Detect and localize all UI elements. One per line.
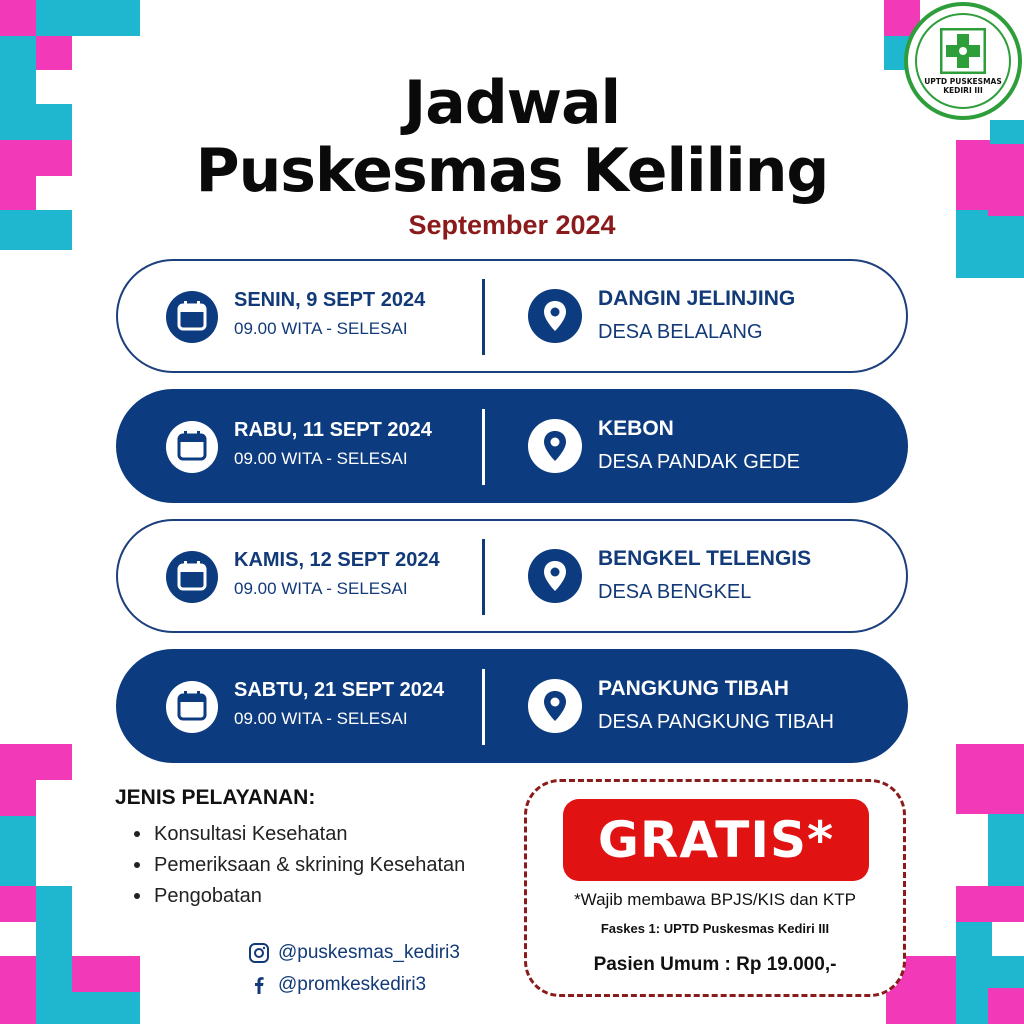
schedule-row-3 <box>116 519 908 633</box>
schedule-time: 09.00 WITA - SELESAI <box>234 319 408 338</box>
logo-text-line2: KEDIRI III <box>943 85 983 95</box>
location-pin-icon <box>528 549 582 603</box>
schedule-date: SENIN, 9 SEPT 2024 <box>234 289 426 311</box>
schedule-village: DESA PANGKUNG TIBAH <box>598 711 834 733</box>
calendar-icon <box>166 551 218 603</box>
schedule-village: DESA BENGKEL <box>598 581 752 603</box>
page-subtitle-month: September 2024 <box>408 210 616 240</box>
schedule-time: 09.00 WITA - SELESAI <box>234 449 408 468</box>
list-item: Pengobatan <box>134 884 465 915</box>
schedule-time: 09.00 WITA - SELESAI <box>234 579 408 598</box>
divider <box>482 409 485 485</box>
schedule-place: PANGKUNG TIBAH <box>598 677 789 700</box>
requirement-note: *Wajib membawa BPJS/KIS dan KTP <box>574 890 856 909</box>
schedule-row-2 <box>116 389 908 503</box>
logo-text-line1: UPTD PUSKESMAS <box>924 76 1002 86</box>
page-title-line1: Jadwal <box>403 68 621 138</box>
calendar-icon <box>166 421 218 473</box>
location-pin-icon <box>528 419 582 473</box>
calendar-icon <box>166 291 218 343</box>
faskes-note: Faskes 1: UPTD Puskesmas Kediri III <box>600 921 830 936</box>
divider <box>482 669 485 745</box>
schedule-row-1 <box>116 259 908 373</box>
instagram-icon <box>248 942 270 964</box>
instagram-handle[interactable] <box>248 942 460 964</box>
location-pin-icon <box>528 679 582 733</box>
facebook-handle[interactable] <box>248 974 426 996</box>
general-patient-price: Pasien Umum : Rp 19.000,- <box>593 954 837 975</box>
free-service-box <box>524 779 906 997</box>
schedule-date: KAMIS, 12 SEPT 2024 <box>234 549 440 571</box>
schedule-place: DANGIN JELINJING <box>598 287 796 310</box>
schedule-time: 09.00 WITA - SELESAI <box>234 709 408 728</box>
schedule-date: RABU, 11 SEPT 2024 <box>234 419 432 441</box>
calendar-icon <box>166 681 218 733</box>
divider <box>482 279 485 355</box>
schedule-date: SABTU, 21 SEPT 2024 <box>234 679 445 701</box>
green-cross-icon <box>940 28 986 74</box>
page-title-line2: Puskesmas Keliling <box>195 136 829 206</box>
gratis-badge: GRATIS* <box>563 799 869 881</box>
services-title: JENIS PELAYANAN: <box>115 786 316 809</box>
schedule-row-4 <box>116 649 908 763</box>
facebook-handle-text: @promkeskediri3 <box>278 974 427 995</box>
divider <box>482 539 485 615</box>
facebook-icon <box>248 974 270 996</box>
instagram-handle-text: @puskesmas_kediri3 <box>278 942 460 963</box>
location-pin-icon <box>528 289 582 343</box>
schedule-place: BENGKEL TELENGIS <box>598 547 812 570</box>
list-item: Konsultasi Kesehatan <box>134 822 465 853</box>
list-item: Pemeriksaan & skrining Kesehatan <box>134 853 465 884</box>
schedule-village: DESA BELALANG <box>598 321 763 343</box>
schedule-place: KEBON <box>598 417 674 440</box>
schedule-village: DESA PANDAK GEDE <box>598 451 800 473</box>
services-list <box>134 822 465 915</box>
